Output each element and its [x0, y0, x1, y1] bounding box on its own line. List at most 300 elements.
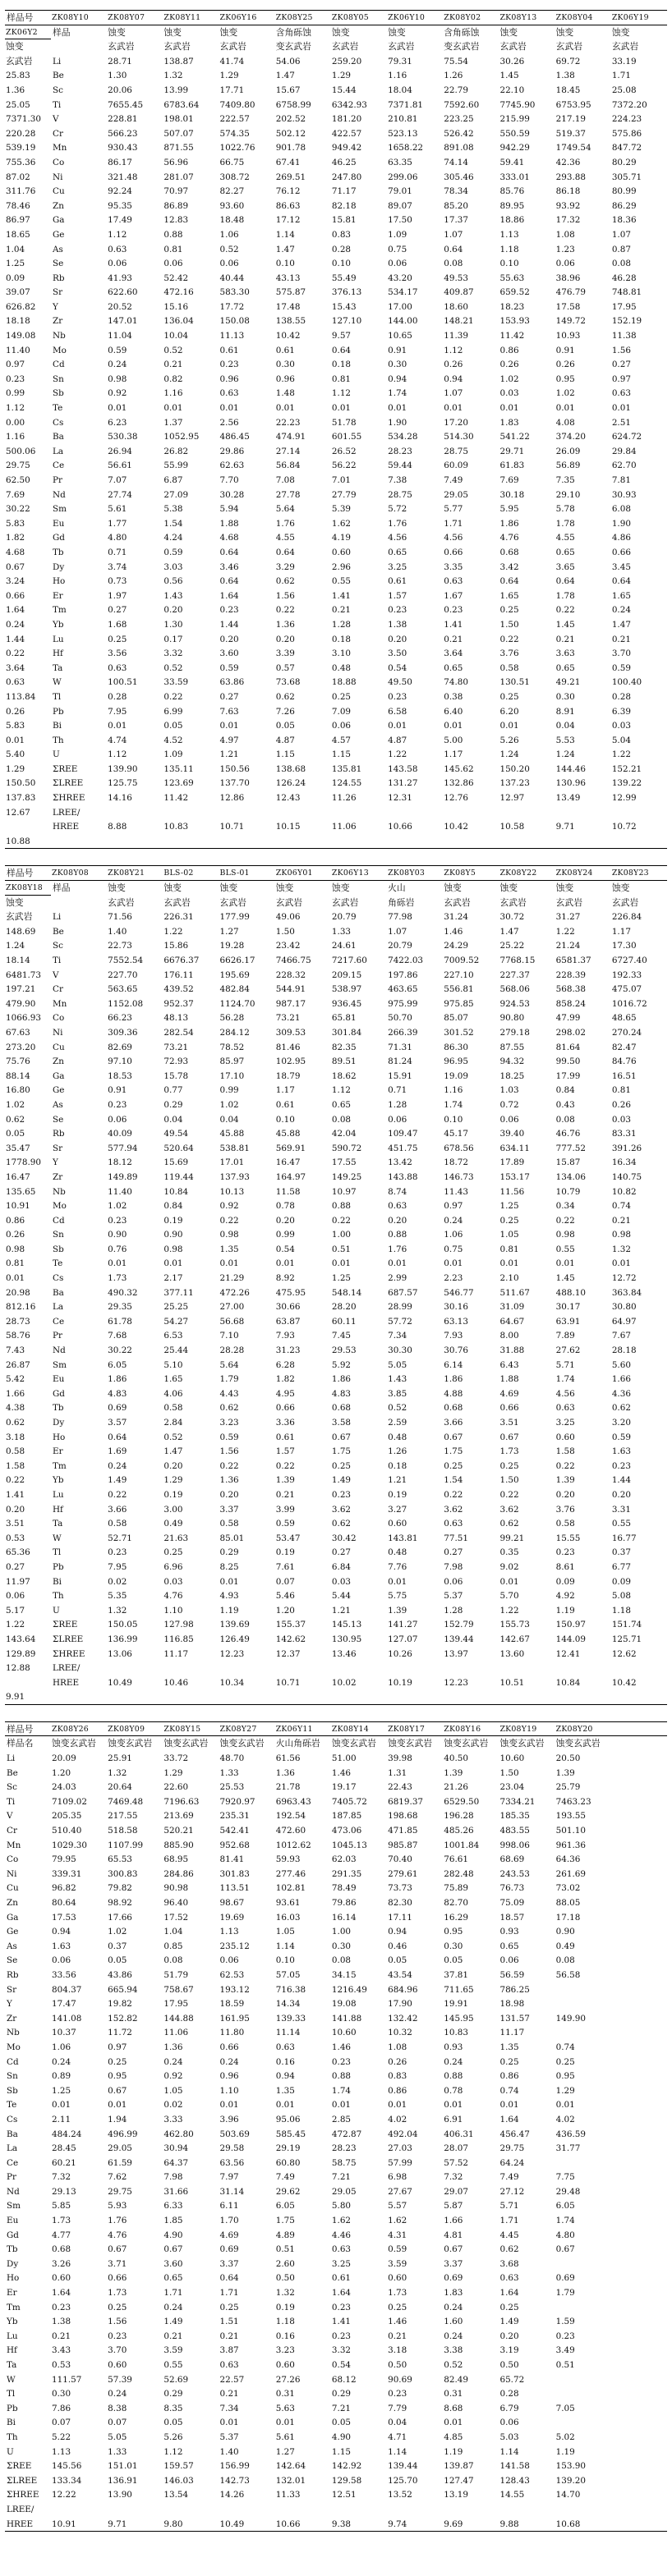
value-cell — [611, 805, 667, 820]
value-cell: 玄武岩 — [555, 896, 583, 908]
row-label: Li — [7, 1753, 16, 1764]
value-cell: 10.51 — [499, 1677, 525, 1688]
value-cell: 17.47 — [52, 1999, 76, 2010]
value-cell: 534.28 — [388, 432, 418, 442]
value-cell: 0.76 — [108, 1244, 127, 1254]
value-cell: 9.91 — [6, 1692, 25, 1703]
value-cell: 755.36 — [6, 157, 36, 167]
value-cell: 9.57 — [331, 331, 352, 341]
value-cell: 0.20 — [611, 1489, 631, 1500]
row-label: Cu — [7, 1883, 19, 1894]
value-cell: 7.70 — [219, 475, 239, 485]
value-cell: 538.97 — [331, 984, 362, 995]
value-cell: 10.42 — [611, 1677, 637, 1688]
row-label: Nd — [53, 1345, 66, 1356]
value-cell: 4.76 — [499, 533, 519, 543]
header-label: 样品号 — [5, 11, 51, 25]
value-cell: 847.72 — [611, 143, 642, 154]
value-cell: 0.88 — [331, 1201, 352, 1212]
value-cell: 41.93 — [108, 273, 132, 283]
value-cell: 7196.63 — [163, 1796, 200, 1807]
value-cell: 1.14 — [388, 2446, 407, 2457]
value-cell: 5.46 — [275, 1591, 295, 1602]
value-cell: 0.31 — [275, 2389, 295, 2400]
row-label: Zn — [7, 1898, 18, 1908]
value-cell: 10.97 — [331, 1186, 357, 1197]
value-cell: 0.03 — [611, 721, 631, 731]
value-cell: 0.00 — [6, 417, 25, 428]
value-cell: 4.86 — [611, 533, 631, 543]
value-cell: 1.07 — [388, 926, 407, 937]
value-cell: 7.89 — [555, 1331, 575, 1341]
value-cell: 0.68 — [52, 2244, 71, 2255]
value-cell: 76.12 — [275, 186, 301, 197]
value-cell: 1.82 — [275, 1374, 295, 1385]
value-cell: 0.63 — [219, 388, 239, 399]
value-cell: 975.85 — [444, 998, 474, 1009]
value-cell: 930.43 — [108, 143, 138, 154]
value-cell — [331, 805, 387, 820]
value-cell: 1.13 — [219, 1927, 239, 1937]
value-cell: 10.91 — [6, 1201, 30, 1212]
value-cell — [499, 1661, 555, 1675]
value-cell: 0.43 — [555, 1099, 575, 1110]
value-cell: 0.21 — [331, 605, 352, 616]
value-cell: 73.21 — [163, 1042, 189, 1052]
value-cell: 51.79 — [163, 1969, 189, 1980]
value-cell: 7.32 — [444, 2172, 463, 2183]
row-label: Sr — [53, 1143, 63, 1153]
value-cell: 48.13 — [163, 1013, 189, 1024]
row-label: Ho — [53, 576, 66, 587]
empty-cell — [555, 2372, 611, 2387]
value-cell: 62.50 — [6, 475, 30, 485]
row-label: Pr — [53, 1331, 62, 1341]
value-cell: 0.02 — [108, 1576, 127, 1587]
value-cell: 6676.37 — [163, 956, 200, 965]
value-cell: 1.03 — [499, 1085, 519, 1096]
value-cell: 5.22 — [52, 2432, 71, 2442]
value-cell: 68.69 — [499, 1854, 525, 1865]
value-cell: 18.57 — [499, 1912, 525, 1923]
value-cell: 15.78 — [163, 1070, 189, 1081]
value-cell: 43.86 — [108, 1969, 132, 1980]
value-cell: 0.01 — [331, 1258, 352, 1269]
row-label: Gd — [53, 1388, 65, 1399]
sample-id-header: ZK08Y10 — [51, 11, 107, 25]
value-cell: 463.65 — [388, 984, 418, 995]
value-cell: 27.14 — [275, 446, 301, 456]
value-cell: 11.58 — [275, 1186, 301, 1197]
value-cell: 0.29 — [163, 1099, 183, 1110]
value-cell: 0.25 — [499, 1215, 519, 1226]
sample-id-header: ZK08Y09 — [107, 1722, 163, 1737]
value-cell: 21.63 — [163, 1533, 189, 1543]
value-cell: 0.64 — [108, 1432, 127, 1442]
row-label: Cs — [53, 417, 64, 428]
value-cell: 0.62 — [499, 1519, 519, 1529]
value-cell: 1.43 — [388, 1374, 407, 1385]
value-cell: 0.01 — [219, 2100, 239, 2111]
value-cell: 13.49 — [555, 793, 581, 804]
row-label: Zr — [53, 316, 63, 327]
row-label: ΣHREE — [53, 793, 85, 804]
value-cell: 10.68 — [555, 2519, 581, 2529]
value-cell: 6.58 — [388, 706, 407, 717]
value-cell: 3.43 — [52, 2345, 71, 2356]
row-label: ΣREE — [53, 1620, 78, 1630]
empty-cell — [611, 1808, 667, 1823]
row-label: Sn — [7, 2071, 18, 2082]
value-cell: 25.25 — [163, 1302, 189, 1313]
value-cell: 28.23 — [388, 446, 412, 456]
value-cell: 0.01 — [499, 1258, 519, 1269]
value-cell: 159.57 — [163, 2461, 194, 2472]
value-cell: 0.52 — [444, 2360, 463, 2370]
value-cell: 1.22 — [388, 749, 407, 760]
value-cell: 1.43 — [163, 590, 183, 601]
value-cell: 56.84 — [275, 461, 301, 471]
value-cell: 89.95 — [499, 200, 525, 211]
value-cell: 3.25 — [555, 1418, 575, 1428]
data-table-2 — [5, 865, 667, 1704]
value-cell: 136.04 — [163, 316, 194, 327]
value-cell: 1.51 — [219, 2317, 239, 2327]
value-cell: 11.04 — [108, 331, 132, 341]
value-cell: 18.48 — [219, 215, 245, 226]
value-cell: 0.64 — [444, 244, 463, 254]
value-cell: 0.88 — [444, 2071, 463, 2082]
value-cell: 339.31 — [52, 1868, 82, 1879]
sample-id-header: ZK08Y11 — [163, 11, 219, 25]
value-cell: 0.25 — [499, 691, 519, 702]
value-cell: 511.67 — [499, 1287, 530, 1298]
row-label: Sr — [7, 1984, 17, 1995]
value-cell: 1.33 — [219, 1767, 239, 1778]
value-cell: 146.73 — [444, 1171, 474, 1182]
value-cell: 96.40 — [163, 1898, 189, 1908]
value-cell: 13.42 — [388, 1157, 412, 1168]
value-cell: 82.27 — [219, 186, 245, 197]
value-cell: 15.67 — [275, 85, 301, 95]
value-cell: 蚀变 — [555, 26, 574, 38]
value-cell: 61.83 — [499, 461, 525, 471]
value-cell: 0.68 — [444, 1403, 463, 1414]
value-cell: 3.45 — [611, 561, 631, 572]
value-cell: 6.08 — [611, 504, 631, 515]
value-cell: 0.10 — [275, 1955, 295, 1966]
value-cell: 0.35 — [499, 1547, 519, 1558]
empty-cell — [611, 1895, 667, 1910]
value-cell: 1.86 — [444, 1374, 463, 1385]
value-cell: 0.63 — [275, 2042, 295, 2052]
value-cell: 472.16 — [163, 287, 194, 298]
value-cell: 7592.60 — [444, 99, 480, 110]
value-cell: 0.19 — [275, 2302, 295, 2312]
value-cell: 0.50 — [275, 2273, 295, 2284]
value-cell: 0.24 — [108, 360, 127, 370]
value-cell — [107, 2502, 163, 2517]
value-cell: 0.61 — [388, 576, 407, 587]
value-cell: 0.23 — [219, 605, 239, 616]
value-cell: 4.93 — [219, 1591, 239, 1602]
row-label: Th — [7, 2432, 18, 2442]
sample-id-header: ZK08Y07 — [107, 11, 163, 25]
value-cell: 3.19 — [499, 2345, 519, 2356]
value-cell — [387, 805, 443, 820]
value-cell: 83.31 — [611, 1129, 637, 1139]
value-cell: 12.99 — [611, 793, 637, 804]
value-cell: 1.46 — [331, 2042, 352, 2052]
value-cell: 10.93 — [555, 331, 581, 341]
value-cell: 71.56 — [108, 912, 132, 923]
value-cell: 936.45 — [331, 998, 362, 1009]
value-cell: 2.23 — [444, 1273, 463, 1284]
value-cell: 0.91 — [388, 345, 407, 355]
value-cell: 8.68 — [444, 2403, 463, 2413]
empty-cell — [611, 2430, 667, 2445]
value-cell: 68.12 — [331, 2374, 357, 2385]
value-cell: 3.99 — [275, 1504, 295, 1515]
value-cell: 0.28 — [108, 691, 127, 702]
value-cell: 6.28 — [275, 1359, 295, 1370]
value-cell: 7.68 — [108, 1331, 127, 1341]
value-cell: 585.45 — [275, 2129, 306, 2139]
value-cell: 0.71 — [388, 1085, 407, 1096]
value-cell: 7.98 — [163, 2172, 183, 2183]
value-cell: 0.92 — [108, 388, 127, 399]
empty-cell — [611, 2141, 667, 2156]
row-label: Dy — [53, 1418, 65, 1428]
value-cell: 0.81 — [163, 244, 183, 254]
row-label: ΣLREE — [53, 778, 84, 789]
value-cell: 0.63 — [6, 677, 25, 688]
value-cell: 33.72 — [163, 1753, 189, 1764]
value-cell: 500.06 — [6, 446, 36, 456]
value-cell: 1.29 — [163, 1767, 183, 1778]
value-cell: 1.32 — [163, 71, 183, 81]
value-cell: 1.39 — [275, 1475, 295, 1486]
value-cell: 7768.15 — [499, 956, 536, 965]
value-cell: 7655.45 — [108, 99, 144, 110]
value-cell: 0.67 — [444, 1432, 463, 1442]
value-cell: 1.24 — [499, 749, 519, 760]
value-cell: 46.76 — [555, 1129, 581, 1139]
value-cell: 1.28 — [331, 619, 352, 630]
row-label: Th — [53, 735, 64, 745]
value-cell: 7.76 — [388, 1561, 407, 1572]
value-cell: 3.27 — [388, 1504, 407, 1515]
row-label: Cu — [53, 186, 65, 197]
value-cell: 665.94 — [108, 1984, 138, 1995]
value-cell: 7405.72 — [331, 1796, 367, 1807]
value-cell: 0.08 — [555, 1114, 575, 1125]
value-cell: 5.05 — [388, 1359, 407, 1370]
value-cell: 1.78 — [555, 518, 575, 529]
value-cell: 716.38 — [275, 1984, 306, 1995]
row-label: U — [53, 749, 60, 760]
value-cell: 5.39 — [331, 504, 352, 515]
value-cell: 0.63 — [444, 576, 463, 587]
value-cell: 18.98 — [499, 1999, 525, 2010]
value-cell: 141.27 — [388, 1620, 418, 1630]
row-label: ΣREE — [53, 763, 78, 774]
empty-cell — [611, 1881, 667, 1895]
value-cell: 1.50 — [275, 926, 295, 937]
value-cell: 1.16 — [163, 388, 183, 399]
value-cell: 144.88 — [163, 2013, 194, 2024]
value-cell: 0.95 — [444, 1927, 463, 1937]
value-cell: 10.37 — [52, 2028, 76, 2038]
value-cell: 7.75 — [555, 2172, 575, 2183]
value-cell: 31.88 — [499, 1345, 525, 1356]
value-cell: 1.06 — [52, 2042, 71, 2052]
value-cell: 0.22 — [275, 605, 295, 616]
value-cell — [51, 2502, 107, 2517]
value-cell: 玄武岩 — [331, 41, 359, 53]
value-cell: 30.22 — [108, 1345, 132, 1356]
value-cell: 6.53 — [163, 1331, 183, 1341]
value-cell: 0.01 — [555, 1258, 575, 1269]
value-cell: 197.86 — [388, 969, 418, 980]
row-label: V — [53, 114, 59, 125]
value-cell: 12.41 — [555, 1648, 581, 1659]
value-cell: 10.42 — [275, 331, 301, 341]
value-cell: 0.66 — [444, 547, 463, 557]
value-cell: 0.01 — [6, 1273, 25, 1284]
value-cell: 0.62 — [6, 1418, 25, 1428]
value-cell: 1.73 — [108, 2288, 127, 2299]
value-cell: 1.10 — [163, 1605, 183, 1616]
value-cell: 291.35 — [331, 1868, 362, 1879]
row-label: Pb — [53, 706, 64, 717]
value-cell: 132.86 — [444, 778, 474, 789]
value-cell: 85.97 — [219, 1057, 245, 1067]
value-cell: 1.19 — [555, 2446, 575, 2457]
row-label: Be — [7, 1767, 18, 1778]
value-cell: 7217.60 — [331, 956, 367, 965]
value-cell: 1.16 — [6, 432, 25, 442]
value-cell: 132.42 — [388, 2013, 418, 2024]
value-cell: 17.20 — [444, 417, 469, 428]
value-cell: 0.06 — [108, 259, 127, 269]
value-cell: 0.10 — [275, 1114, 295, 1125]
value-cell: 玄武岩 — [499, 896, 527, 908]
value-cell: 678.56 — [444, 1143, 474, 1153]
value-cell: 18.59 — [219, 1999, 245, 2010]
value-cell: 1.04 — [6, 244, 25, 254]
value-cell: 56.96 — [163, 157, 189, 167]
value-cell: 0.23 — [388, 605, 407, 616]
value-cell: 52.69 — [163, 2374, 189, 2385]
value-cell: 142.64 — [275, 2461, 306, 2472]
value-cell: 0.06 — [108, 1114, 127, 1125]
value-cell: 56.61 — [108, 461, 132, 471]
value-cell: 0.03 — [163, 1576, 183, 1587]
value-cell: 7.62 — [108, 2172, 127, 2183]
value-cell: 75.54 — [444, 56, 469, 66]
value-cell: 玄武岩 — [6, 55, 33, 66]
value-cell: 0.99 — [6, 388, 25, 399]
value-cell: 30.80 — [611, 1302, 637, 1313]
row-label: HREE — [7, 2519, 34, 2529]
value-cell — [443, 805, 499, 820]
value-cell: 309.53 — [275, 1027, 306, 1038]
value-cell: 282.54 — [163, 1027, 194, 1038]
value-cell: 0.26 — [555, 360, 575, 370]
row-label: Ba — [53, 1287, 64, 1298]
value-cell: 2.10 — [499, 1273, 519, 1284]
value-cell: 76.61 — [444, 1854, 469, 1865]
value-cell: 0.01 — [611, 403, 631, 414]
value-cell: 1.32 — [275, 2288, 295, 2299]
value-cell: 137.83 — [6, 793, 36, 804]
value-cell: 0.29 — [331, 2389, 352, 2400]
value-cell: 7466.75 — [275, 956, 311, 965]
value-cell — [275, 805, 331, 820]
value-cell: 变玄武岩 — [444, 41, 480, 53]
row-label: Ba — [7, 2129, 18, 2139]
value-cell: 1124.70 — [219, 998, 255, 1009]
value-cell: 144.09 — [555, 1634, 586, 1644]
value-cell: 376.13 — [331, 287, 362, 298]
value-cell: 26.94 — [108, 446, 132, 456]
value-cell: 3.23 — [219, 1418, 239, 1428]
row-label: Bi — [53, 721, 62, 731]
value-cell: 1.02 — [108, 1201, 127, 1212]
value-cell: 6.20 — [499, 706, 519, 717]
row-label: LREE/ — [7, 2504, 35, 2514]
value-cell: 0.24 — [444, 1215, 463, 1226]
value-cell: 0.01 — [388, 2100, 407, 2111]
value-cell: 1.97 — [108, 590, 127, 601]
value-cell: 29.84 — [611, 446, 637, 456]
value-cell: 24.29 — [444, 941, 469, 951]
value-cell: 1.08 — [388, 2042, 407, 2052]
value-cell: 18.88 — [331, 677, 357, 688]
value-cell: 11.17 — [163, 1648, 189, 1659]
value-cell: 25.22 — [499, 941, 525, 951]
value-cell: 96.95 — [444, 1057, 469, 1067]
value-cell: 113.84 — [6, 691, 36, 702]
value-cell: 13.52 — [388, 2490, 412, 2500]
row-label: Sn — [53, 374, 64, 384]
value-cell: 3.18 — [6, 1432, 25, 1442]
value-cell: 27.79 — [331, 489, 357, 500]
value-cell: 5.42 — [6, 1374, 25, 1385]
empty-cell — [611, 2040, 667, 2055]
value-cell: 86.18 — [555, 186, 581, 197]
value-cell — [555, 2502, 611, 2517]
value-cell: 0.20 — [275, 1215, 295, 1226]
value-cell: 18.23 — [499, 301, 525, 312]
value-cell: 279.18 — [499, 1027, 530, 1038]
value-cell: 7.32 — [52, 2172, 71, 2183]
value-cell: 20.09 — [52, 1753, 76, 1764]
value-cell: 7.86 — [52, 2403, 71, 2413]
value-cell: 0.01 — [275, 2100, 295, 2111]
value-cell: 3.62 — [331, 1504, 352, 1515]
value-cell: 0.08 — [444, 259, 463, 269]
row-label: As — [7, 1941, 17, 1951]
value-cell: 17.95 — [611, 301, 637, 312]
empty-cell — [611, 2170, 667, 2184]
value-cell: 6.99 — [163, 706, 183, 717]
value-cell: 蚀变 — [499, 26, 518, 38]
row-label: Ni — [7, 1868, 17, 1879]
value-cell: 1.76 — [388, 518, 407, 529]
empty-cell — [611, 1736, 667, 1751]
